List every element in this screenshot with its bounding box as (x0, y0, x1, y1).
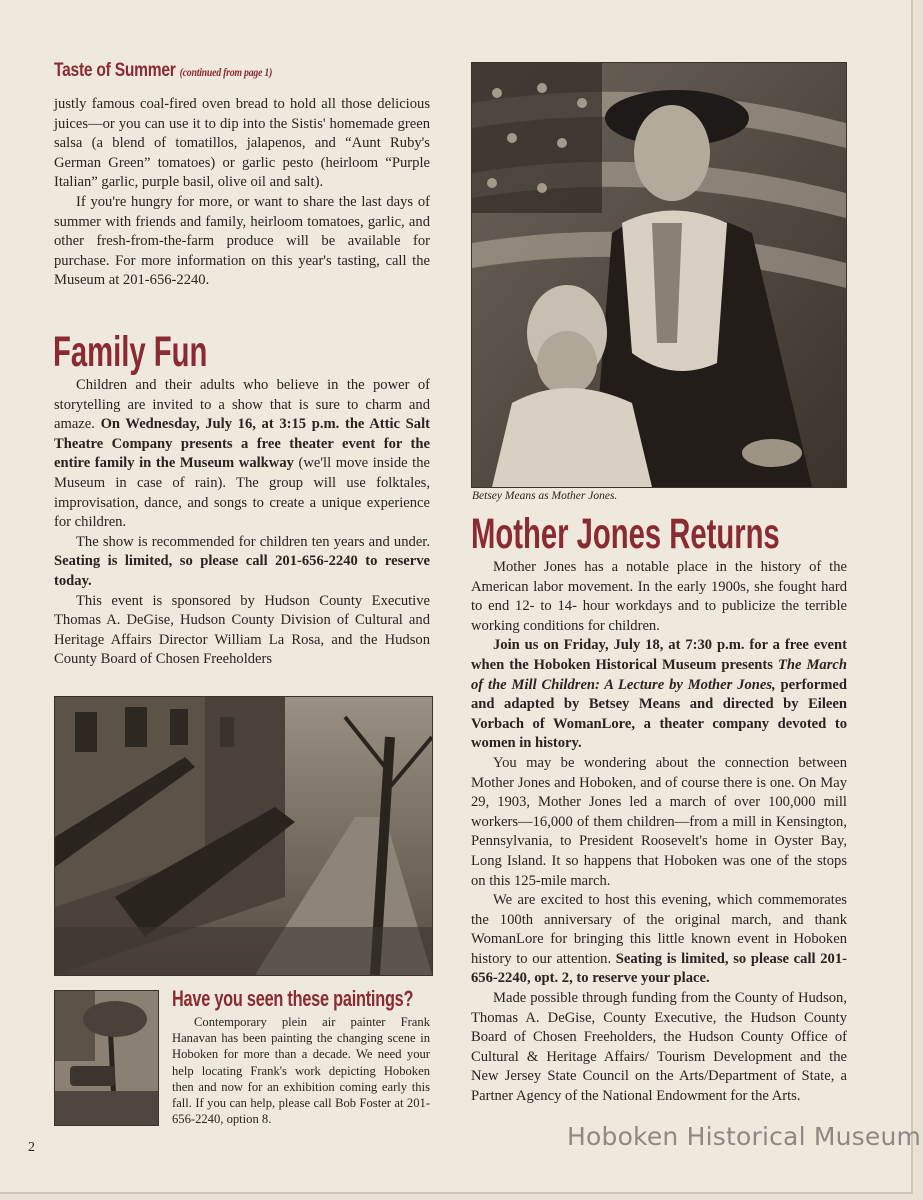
mother-paragraph-5: Made possible through funding from the County of Hudson, Thomas A. DeGise, County Executive, the Hudson County Board of Chosen Freeholders, the Hudson County Office of Cultural & Heritage Affairs/ Tourism Development and the New Jersey State Council on the Arts/Department of State, a Partner Agency of the National Endowment for the Arts. (471, 990, 847, 1105)
page-number: 2 (28, 1140, 35, 1155)
family-paragraph-3: This event is sponsored by Hudson County Executive Thomas A. DeGise, Hudson County Division of Cultural and Heritage Affairs Director William La Rosa, and the Hudson County Board of Chosen Freeholders (54, 592, 430, 668)
mother-jones-body (471, 558, 847, 1107)
painting-thumbnail (54, 990, 159, 1126)
continued-note: (continued from page 1) (179, 65, 273, 79)
paintings-heading: Have you seen these paintings? (172, 986, 414, 1011)
mother-paragraph-3: You may be wondering about the connection between Mother Jones and Hoboken, and of course there is one. On May 29, 1903, Mother Jones led a march of over 100,000 mill workers—16,000 of them children—from a mill in Kensington, Pennsylvania, to President Roosevelt's home in Oyster Bay, Long Island. It so happens that Hoboken was one of the stops on this 125-mile march. (471, 754, 847, 889)
taste-body (54, 95, 430, 291)
photo-caption: Betsey Means as Mother Jones. (472, 490, 618, 502)
mother-paragraph-2: Join us on Friday, July 18, at 7:30 p.m. for a free event when the Hoboken Historical Museum presents The March of the Mill Children: A Lecture by Mother Jones, performed and adapted by Betsey Means and directed by Eileen Vorbach of WomanLore, a theater company devoted to women in history. (471, 637, 848, 752)
mother-paragraph-1: Mother Jones has a notable place in the history of the American labor movement. In the early 1900s, she fought hard to end 12- to 14- hour workdays and to publicize the terrible working conditions for children. (471, 559, 847, 634)
mother-jones-image (472, 63, 846, 487)
mother-jones-heading: Mother Jones Returns (471, 510, 780, 558)
family-paragraph-1: Children and their adults who believe in the power of storytelling are invited to a show that is sure to charm and amaze. On Wednesday, July 16, at 3:15 p.m. the Attic Salt Theatre Company presents a free theater event for the entire family in the Museum walkway (we'll move inside the Museum in case of rain). The group will use folktales, improvisation, dance, and songs to create a unique experience for children. (54, 377, 431, 531)
mother-jones-photo (471, 62, 847, 488)
museum-watermark: Hoboken Historical Museum (567, 1122, 922, 1151)
taste-paragraph-1: justly famous coal-fired oven bread to hold all those delicious juices—or you can use it to dip into the Sistis' homemade green salsa (a blend of tomatillos, jalapenos, and “Aunt Ruby's German Green” tomatoes) or garlic pesto (heirloom “Purple Italian” garlic, purple basil, olive oil and salt). (54, 96, 430, 191)
family-fun-body (54, 376, 430, 670)
family-fun-heading: Family Fun (53, 328, 208, 376)
taste-heading: Taste of Summer (continued from page 1) (54, 60, 273, 81)
taste-paragraph-2: If you're hungry for more, or want to share the last days of summer with friends and family, heirloom tomatoes, garlic, and other fresh-from-the-farm produce will be available for purchase. For more information on this year's tasting, call the Museum at 201-656-2240. (54, 193, 430, 289)
family-paragraph-2: The show is recommended for children ten years and under. Seating is limited, so please call 201-656-2240 to reserve today. (54, 533, 430, 589)
paintings-body: Contemporary plein air painter Frank Hanavan has been painting the changing scene in Hoboken for more than a decade. We need your help locating Frank's work depicting Hoboken then and now for an exhibition coming early this fall. If you can help, please call Bob Foster at 201-656-2240, option 8. (172, 1015, 430, 1127)
street-painting-image (55, 697, 432, 975)
mother-paragraph-4: We are excited to host this evening, which commemorates the 100th anniversary of the original march, and thank WomanLore for bringing this little known event in Hoboken history to our attention. Seating is limited, so please call 201-656-2240, opt. 2, to reserve your place. (471, 892, 847, 987)
painting-thumbnail-image (55, 991, 158, 1125)
street-painting-photo (54, 696, 433, 976)
